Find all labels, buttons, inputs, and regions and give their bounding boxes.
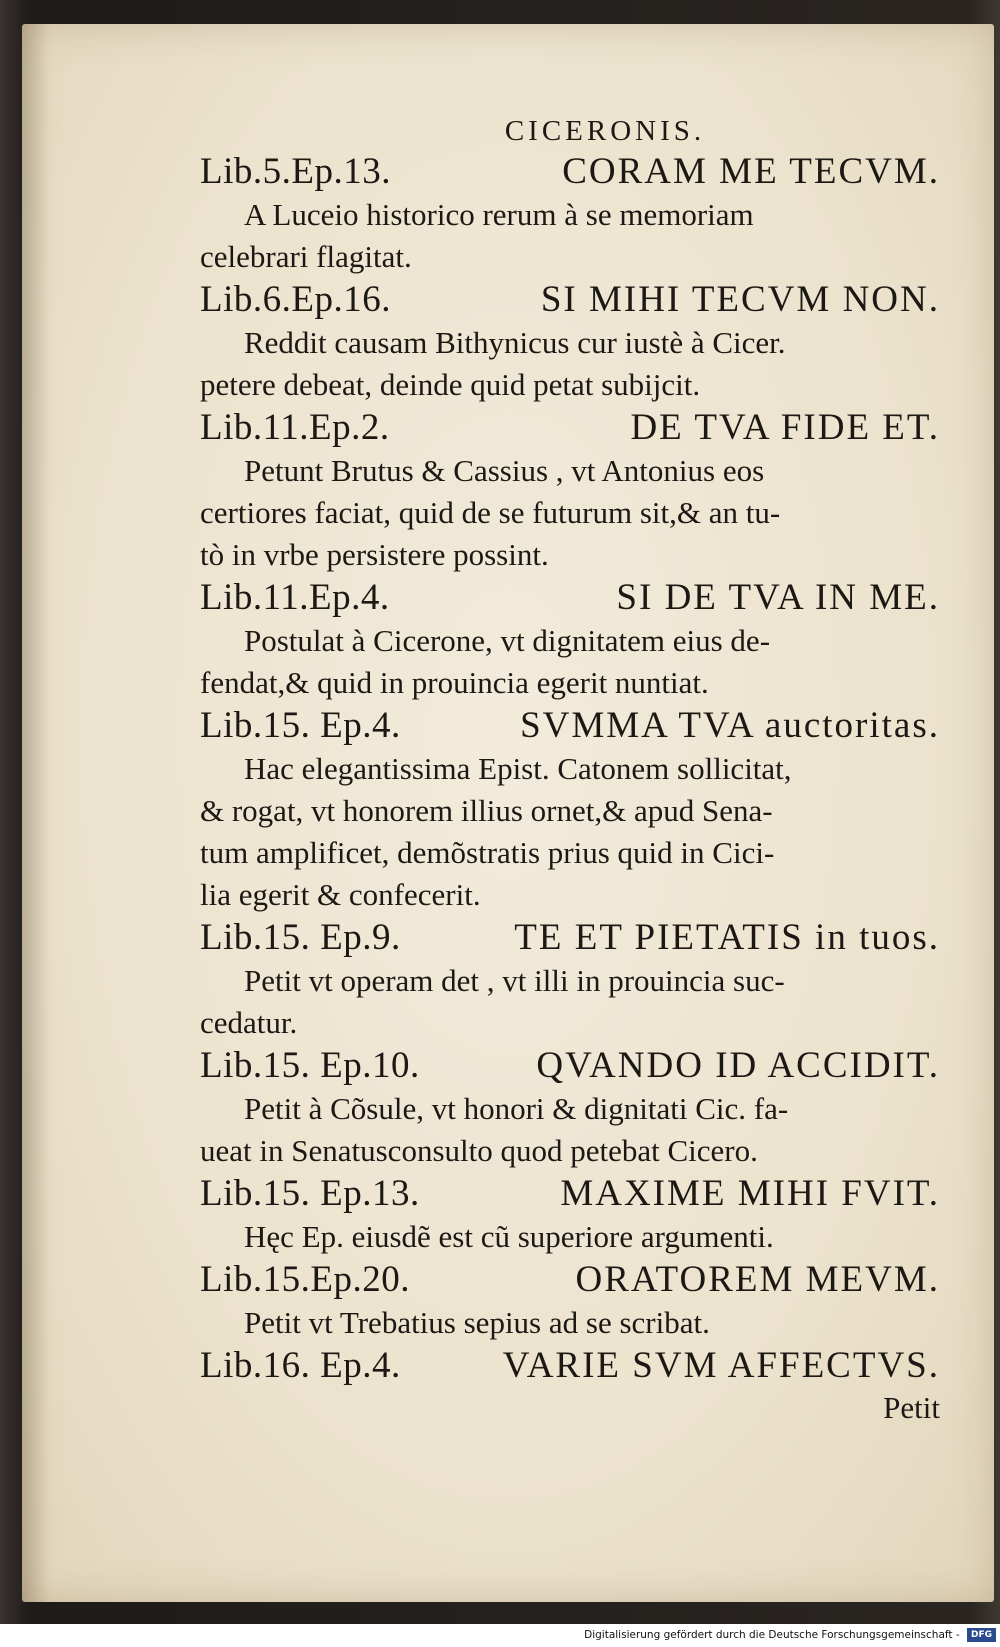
entry-heading: [200, 150, 940, 194]
summary-line: Petit vt operam det , vt illi in prouincia suc-: [244, 963, 785, 998]
entry-incipit: MAXIME MIHI FVIT.: [560, 1173, 940, 1214]
summary-line: tum amplificet, demõstratis prius quid in Cici-: [200, 835, 775, 870]
summary-line: Reddit causam Bithynicus cur iustè à Cicer.: [244, 325, 786, 360]
summary-line: cedatur.: [200, 1005, 298, 1040]
entry-reference: Lib.11.Ep.4.: [200, 577, 390, 618]
entry-heading: [200, 704, 940, 748]
entry-reference: Lib.15. Ep.4.: [200, 705, 401, 746]
entry-heading: [200, 406, 940, 450]
dfg-logo: DFG: [967, 1628, 996, 1642]
entry-incipit: VARIE SVM AFFECTVS.: [502, 1345, 940, 1386]
page-text-block: [200, 112, 940, 1428]
summary-line: fendat,& quid in prouincia egerit nuntiat.: [200, 665, 709, 700]
summary-line: celebrari flagitat.: [200, 239, 412, 274]
letter-index-list: [200, 150, 940, 1388]
entry-reference: Lib.5.Ep.13.: [200, 151, 391, 192]
entry-summary: [200, 1302, 940, 1344]
summary-line: tò in vrbe persistere possint.: [200, 537, 549, 572]
summary-line: Hęc Ep. eiusdẽ est cũ superiore argumenti.: [244, 1219, 774, 1254]
entry-reference: Lib.15. Ep.9.: [200, 917, 401, 958]
entry-heading: [200, 1258, 940, 1302]
summary-line: ueat in Senatusconsulto quod petebat Cicero.: [200, 1133, 758, 1168]
summary-line: A Luceio historico rerum à se memoriam: [244, 197, 754, 232]
entry-heading: [200, 1172, 940, 1216]
entry-summary: [200, 960, 940, 1044]
entry-incipit: SI DE TVA IN ME.: [616, 577, 940, 618]
entry-reference: Lib.15.Ep.20.: [200, 1259, 410, 1300]
entry-heading: [200, 1044, 940, 1088]
digitization-credit: Digitalisierung gefördert durch die Deutsche Forschungsgemeinschaft -: [584, 1629, 960, 1641]
summary-line: & rogat, vt honorem illius ornet,& apud Sena-: [200, 793, 773, 828]
entry-incipit: QVANDO ID ACCIDIT.: [536, 1045, 940, 1086]
entry-incipit: DE TVA FIDE ET.: [630, 407, 940, 448]
summary-line: Petunt Brutus & Cassius , vt Antonius eos: [244, 453, 765, 488]
summary-line: Hac elegantissima Epist. Catonem sollicitat,: [244, 751, 792, 786]
entry-incipit: CORAM ME TECVM.: [562, 151, 940, 192]
entry-summary: [200, 1216, 940, 1258]
entry-heading: [200, 916, 940, 960]
entry-reference: Lib.11.Ep.2.: [200, 407, 390, 448]
entry-summary: [200, 1088, 940, 1172]
entry-heading: [200, 278, 940, 322]
summary-line: certiores faciat, quid de se futurum sit,& an tu-: [200, 495, 781, 530]
entry-summary: [200, 322, 940, 406]
entry-summary: [200, 620, 940, 704]
entry-summary: [200, 748, 940, 916]
entry-reference: Lib.15. Ep.13.: [200, 1173, 420, 1214]
entry-heading: [200, 1344, 940, 1388]
entry-incipit: SI MIHI TECVM NON.: [540, 279, 940, 320]
entry-incipit: ORATOREM MEVM.: [575, 1259, 940, 1300]
entry-incipit: TE ET PIETATIS in tuos.: [514, 917, 940, 958]
entry-incipit: SVMMA TVA auctoritas.: [520, 705, 940, 746]
summary-line: Petit vt Trebatius sepius ad se scribat.: [244, 1305, 710, 1340]
digitization-credit-bar: [0, 1624, 1000, 1647]
catchword: Petit: [883, 1390, 940, 1425]
summary-line: petere debeat, deinde quid petat subijcit.: [200, 367, 701, 402]
summary-line: Petit à Cõsule, vt honori & dignitati Cic. fa-: [244, 1091, 789, 1126]
summary-line: Postulat à Cicerone, vt dignitatem eius de-: [244, 623, 771, 658]
entry-reference: Lib.15. Ep.10.: [200, 1045, 420, 1086]
entry-reference: Lib.6.Ep.16.: [200, 279, 391, 320]
entry-summary: [200, 450, 940, 576]
running-head: CICERONIS.: [504, 115, 706, 147]
entry-reference: Lib.16. Ep.4.: [200, 1345, 401, 1386]
entry-summary: [200, 194, 940, 278]
entry-heading: [200, 576, 940, 620]
summary-line: lia egerit & confecerit.: [200, 877, 481, 912]
